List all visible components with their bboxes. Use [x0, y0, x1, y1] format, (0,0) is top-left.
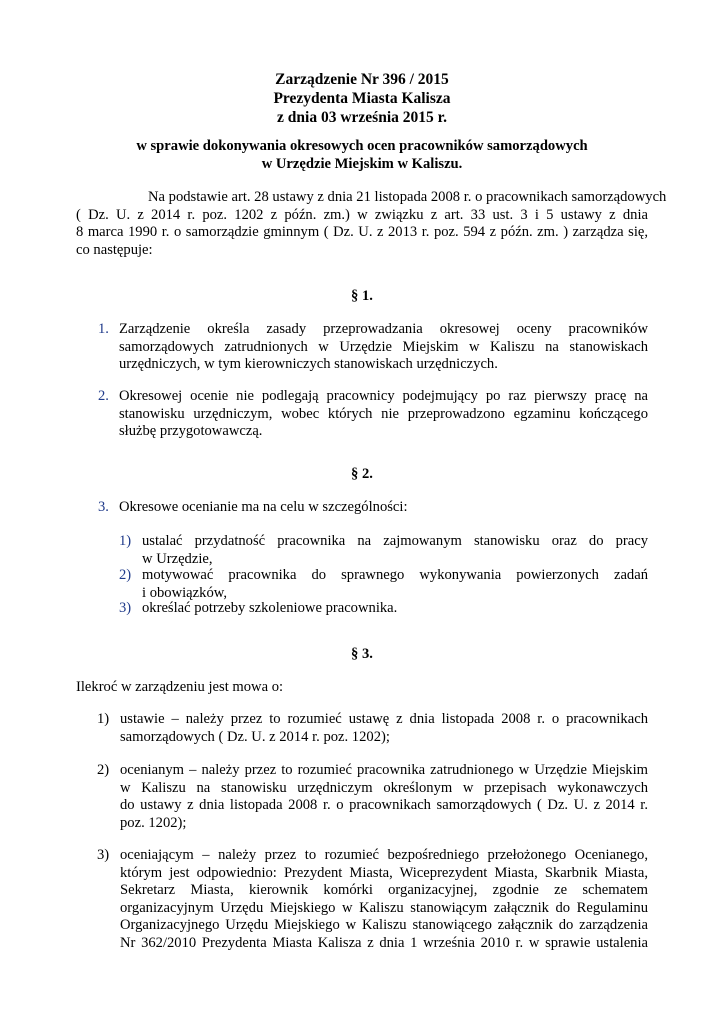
list-item	[98, 388, 648, 448]
list-line: w Urzędzie,	[142, 550, 213, 567]
definition-item	[97, 711, 648, 751]
paragraph-line: co następuje:	[76, 241, 153, 258]
list-item-text	[142, 533, 648, 568]
section-heading-3: § 3.	[351, 646, 373, 662]
list-line: samorządowych zatrudnionych w Urzędzie Miejskim w Kaliszu na stanowiskach	[119, 338, 648, 355]
list-line: Nr 362/2010 Prezydenta Miasta Kalisza z dnia 1 września 2010 r. w sprawie ustalenia	[120, 934, 648, 951]
list-line: Organizacyjnego Urzędu Miejskiego w Kaliszu stanowiącego załącznik do zarządzenia	[120, 917, 648, 934]
title-line: Prezydenta Miasta Kalisza	[273, 90, 451, 107]
sub-list-item	[119, 533, 648, 571]
list-line: którym jest odpowiednio: Prezydent Miasta, Wiceprezydent Miasta, Skarbnik Miasta,	[120, 864, 648, 881]
paragraph-line: Ilekroć w zarządzeniu jest mowa o:	[76, 679, 284, 695]
list-line: Okresowe ocenianie ma na celu w szczególności:	[119, 499, 408, 515]
list-number: 1.	[98, 321, 109, 337]
list-item-text	[120, 847, 648, 953]
list-item-text	[120, 711, 648, 746]
list-line: samorządowych ( Dz. U. z 2014 r. poz. 1202);	[120, 728, 390, 745]
list-line: do ustawy z dnia listopada 2008 r. o pracownikach samorządowych ( Dz. U. z 2014 r.	[120, 797, 648, 814]
list-item-text	[119, 388, 648, 441]
list-number: 2)	[97, 762, 110, 778]
list-line: w Kaliszu na stanowisku urzędniczym określonym w przepisach wykonawczych	[120, 779, 648, 796]
document-title	[0, 70, 724, 127]
list-line: Okresowej ocenie nie podlegają pracownicy podejmujący po raz pierwszy pracę na	[119, 388, 648, 404]
list-line: Zarządzenie określa zasady przeprowadzania okresowej oceny pracowników	[119, 321, 648, 337]
list-line: Sekretarz Miasta, kierownik komórki organizacyjnej, zgodnie ze schematem	[120, 882, 648, 899]
list-line: poz. 1202);	[120, 814, 187, 831]
legal-basis-paragraph	[76, 189, 667, 259]
list-line: ustalać przydatność pracownika na zajmowanym stanowisku oraz do pracy	[142, 533, 648, 549]
list-number: 3)	[119, 600, 132, 616]
subject-line: w sprawie dokonywania okresowych ocen pracowników samorządowych	[136, 138, 588, 154]
title-line: Zarządzenie Nr 396 / 2015	[275, 71, 449, 88]
list-number: 2.	[98, 388, 109, 404]
definition-item	[97, 762, 648, 837]
list-item	[98, 321, 648, 381]
list-item-text	[120, 762, 648, 832]
definition-item	[97, 847, 648, 957]
paragraph-line: 8 marca 1990 r. o samorządzie gminnym ( Dz. U. z 2013 r. poz. 594 z późn. zm. ) zarządza się,	[76, 224, 648, 241]
paragraph-line: ( Dz. U. z 2014 r. poz. 1202 z późn. zm.) w związku z art. 33 ust. 3 i 5 ustawy z dnia	[76, 206, 648, 223]
sub-list-item	[119, 600, 648, 620]
subject-line: w Urzędzie Miejskim w Kaliszu.	[261, 155, 463, 172]
list-line: motywować pracownika do sprawnego wykonywania powierzonych zadań	[142, 567, 648, 583]
list-item-text	[142, 567, 648, 602]
list-line: określać potrzeby szkoleniowe pracownika.	[142, 600, 398, 616]
list-number: 3)	[97, 847, 110, 863]
title-line: z dnia 03 września 2015 r.	[277, 109, 447, 126]
list-line: stanowisku urzędniczym, wobec których nie przeprowadzono egzaminu kończącego	[119, 405, 648, 422]
list-line: ustawie – należy przez to rozumieć ustawę z dnia listopada 2008 r. o pracownikach	[120, 711, 648, 727]
section-heading-2: § 2.	[351, 466, 373, 482]
list-item-text	[119, 321, 648, 374]
list-line: oceniającym – należy przez to rozumieć bezpośredniego przełożonego Ocenianego,	[120, 847, 648, 863]
list-number: 1)	[97, 711, 110, 727]
list-item-text	[142, 600, 648, 618]
list-line: służbę przygotowawczą.	[119, 423, 263, 440]
paragraph-line: Na podstawie art. 28 ustawy z dnia 21 listopada 2008 r. o pracownikach samorządowych	[148, 189, 667, 205]
list-line: i obowiązków,	[142, 584, 227, 601]
list-item	[98, 499, 648, 519]
document-subject	[0, 138, 724, 173]
definitions-lead	[76, 679, 648, 697]
list-line: ocenianym – należy przez to rozumieć pracownika zatrudnionego w Urzędzie Miejskim	[120, 762, 648, 778]
list-number: 1)	[119, 533, 132, 549]
list-item-text	[119, 499, 648, 517]
section-heading-1: § 1.	[351, 288, 373, 304]
list-number: 2)	[119, 567, 132, 583]
list-number: 3.	[98, 499, 109, 515]
list-line: organizacyjnym Urzędu Miejskiego w Kaliszu stanowiącym załącznik do Regulaminu	[120, 899, 648, 916]
list-line: urzędniczych, w tym kierowniczych stanowiskach urzędniczych.	[119, 356, 498, 373]
